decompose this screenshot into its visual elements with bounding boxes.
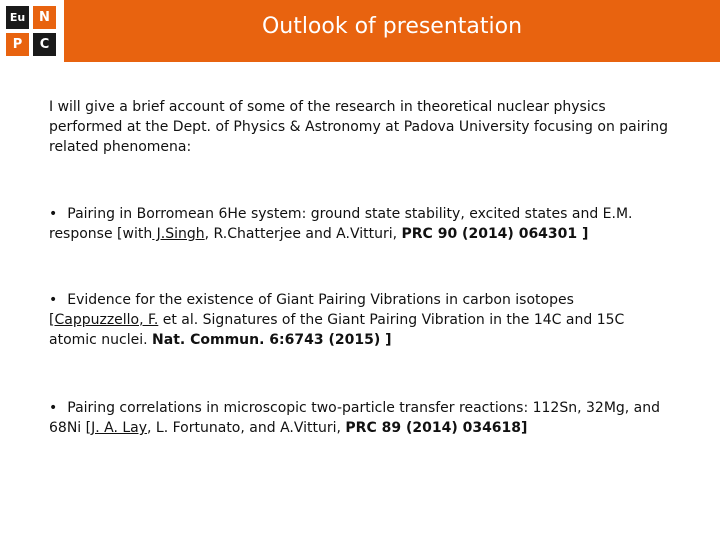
- bullet-text: Evidence for the existence of Giant Pairing Vibrations in carbon isotopes [: [49, 292, 574, 328]
- logo-tile-n: N: [33, 6, 56, 29]
- logo-grid: [6, 6, 56, 56]
- journal-reference: PRC 90 (2014) 064301 ]: [401, 226, 589, 242]
- header-bar: [0, 0, 720, 62]
- bullet-marker: •: [49, 400, 58, 416]
- slide-title: Outlook of presentation: [261, 14, 523, 39]
- bullet-marker: •: [49, 292, 58, 308]
- journal-reference: Nat. Commun. 6:6743 (2015) ]: [152, 332, 392, 348]
- logo-tile-eu: Eu: [6, 6, 29, 29]
- slide-content: [49, 97, 669, 436]
- bullet-text: Pairing in Borromean 6He system: ground state stability, excited states and E.M. response [with: [49, 206, 633, 242]
- bullet-text-continued: , R.Chatterjee and A.Vitturi,: [204, 226, 402, 242]
- intro-paragraph: I will give a brief account of some of the research in theoretical nuclear physics performed at the Dept. of Physics & Astronomy at Padova University focusing on pairing related phenomena:: [49, 99, 669, 155]
- bullet-text-continued: et al. Signatures of the Giant Pairing Vibration in the 14C and 15C atomic nuclei.: [49, 312, 625, 348]
- bullet-item-transfer: [49, 398, 669, 438]
- bullet-marker: •: [49, 206, 58, 222]
- bullet-text: Pairing correlations in microscopic two-particle transfer reactions: 112Sn, 32Mg, and 68Ni [: [49, 400, 661, 436]
- logo-tile-p: P: [6, 33, 29, 56]
- bullet-item-6he: [49, 204, 669, 244]
- author-link[interactable]: J. A. Lay: [91, 420, 148, 436]
- author-link[interactable]: Cappuzzello, F.: [54, 312, 159, 328]
- bullet-text-continued: , L. Fortunato, and A.Vitturi,: [147, 420, 346, 436]
- logo-tile-c: C: [33, 33, 56, 56]
- eunpc-logo: [0, 0, 64, 62]
- author-link[interactable]: J.Singh: [152, 226, 205, 242]
- bullet-item-gpv: [49, 290, 669, 350]
- journal-reference: PRC 89 (2014) 034618]: [345, 420, 528, 436]
